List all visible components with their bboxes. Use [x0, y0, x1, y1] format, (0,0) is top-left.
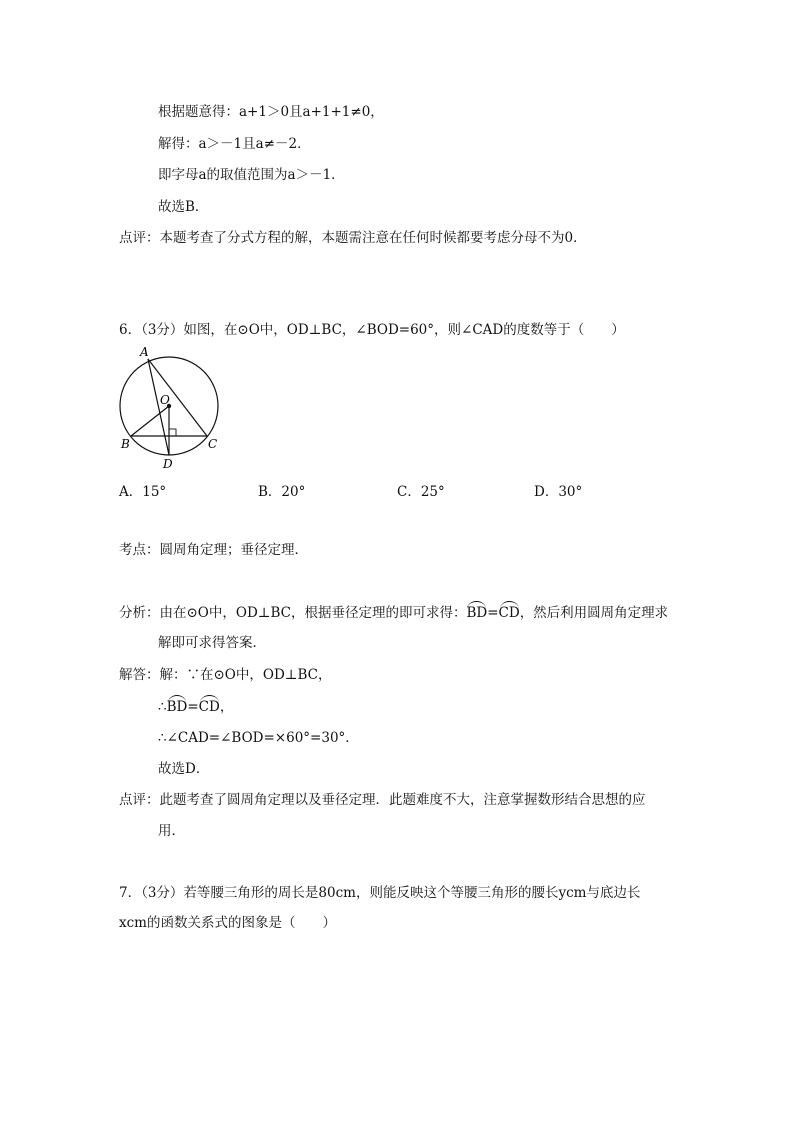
kaodian-row — [119, 541, 308, 559]
question-7-stem-line-1: 7．（3分）若等腰三角形的周长是80cm，则能反映这个等腰三角形的腰长ycm与底边长 — [119, 885, 641, 901]
solution-line: 解得：a＞－1且a≠－2． — [158, 136, 311, 152]
analysis-line-2: 解即可求得答案． — [158, 635, 266, 651]
analysis-text: 由在⊙O中，OD⊥BC，根据垂径定理的即可求得： — [159, 605, 467, 621]
label-o: O — [160, 393, 170, 407]
option-b: B．20° — [258, 484, 306, 500]
question-6-stem: 6．（3分）如图，在⊙O中，OD⊥BC，∠BOD=60°，则∠CAD的度数等于（ ） — [119, 322, 625, 338]
option-d: D．30° — [534, 484, 583, 500]
label-c: C — [208, 437, 218, 451]
answer-row — [119, 666, 331, 684]
answer-line-2 — [158, 698, 233, 716]
analysis-text-post: ，然后利用圆周角定理求 — [519, 605, 669, 621]
comment-text-q6: 此题考查了圆周角定理以及垂径定理．此题难度不大，注意掌握数形结合思想的应 — [159, 792, 646, 808]
kaodian-label: 考点： — [119, 542, 160, 558]
option-a: A．15° — [119, 484, 167, 500]
analysis-row — [119, 604, 668, 622]
arc-cd: CD — [498, 605, 520, 621]
arc-cd-answer: CD — [198, 699, 220, 715]
comment-row — [119, 229, 587, 247]
solution-line: 根据题意得：a+1＞0且a+1+1≠0， — [158, 104, 384, 120]
therefore-symbol: ∴ — [158, 699, 167, 715]
label-a: A — [140, 345, 149, 359]
arc-bd-answer: BD — [166, 699, 188, 715]
label-b: B — [121, 437, 130, 451]
analysis-label: 分析： — [119, 605, 160, 621]
label-d: D — [163, 457, 173, 471]
comment-text: 本题考查了分式方程的解，本题需注意在任何时候都要考虑分母不为0． — [159, 230, 587, 246]
arc-equals-answer: = — [187, 699, 199, 715]
answer-line-2-post: ， — [219, 699, 234, 715]
arc-equals: = — [487, 605, 499, 621]
question-7-stem-line-2: xcm的函数关系式的图象是（ ） — [119, 915, 336, 931]
answer-line-3: ∴∠CAD=∠BOD=×60°=30°． — [158, 730, 359, 746]
comment-label: 点评： — [119, 230, 160, 246]
arc-bd: BD — [466, 605, 488, 621]
kaodian-text: 圆周角定理；垂径定理． — [159, 542, 308, 558]
option-c: C．25° — [397, 484, 445, 500]
solution-line: 故选B． — [158, 199, 209, 215]
right-angle-mark — [169, 429, 176, 436]
comment-label-q6: 点评： — [119, 792, 160, 808]
comment-line-2-q6: 用． — [158, 823, 185, 839]
answer-label: 解答： — [119, 667, 160, 683]
comment-row-q6 — [119, 791, 646, 809]
answer-line-4: 故选D． — [158, 761, 210, 777]
solution-line: 即字母a的取值范围为a＞－1． — [158, 167, 345, 183]
answer-line-1: 解：∵在⊙O中，OD⊥BC， — [159, 667, 332, 683]
circle-figure — [112, 344, 232, 474]
